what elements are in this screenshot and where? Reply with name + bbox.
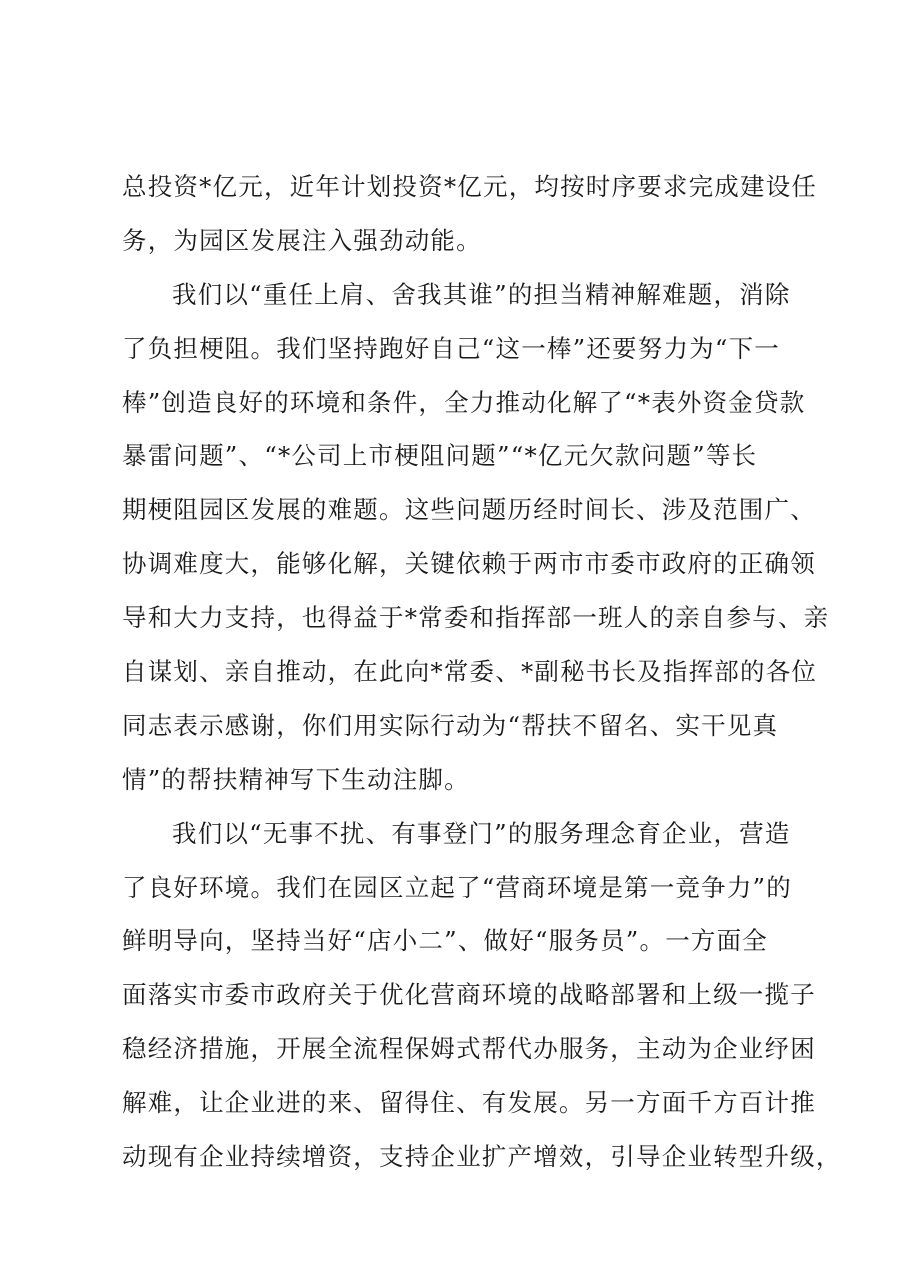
text-line: 棒”创造良好的环境和条件，全力推动化解了“*表外资金贷款 bbox=[122, 387, 806, 417]
text-line: 总投资*亿元，近年计划投资*亿元，均按时序要求完成建设任 bbox=[122, 172, 818, 201]
text-line: 动现有企业持续增资，支持企业扩产增效，引导企业转型升级， bbox=[122, 1142, 842, 1172]
text-line: 了良好环境。我们在园区立起了“营商环境是第一竞争力”的 bbox=[122, 872, 792, 902]
text-line: 稳经济措施，开展全流程保姆式帮代办服务，主动为企业纾困 bbox=[122, 1034, 816, 1064]
text-line: 务，为园区发展注入强劲动能。 bbox=[122, 225, 482, 255]
text-line: 协调难度大，能够化解，关键依赖于两市市委市政府的正确领 bbox=[122, 549, 816, 579]
text-line: 情”的帮扶精神写下生动注脚。 bbox=[122, 764, 470, 794]
document-body bbox=[122, 160, 842, 1184]
text-line: 导和大力支持，也得益于*常委和指挥部一班人的亲自参与、亲 bbox=[122, 603, 830, 633]
text-line: 解难，让企业进的来、留得住、有发展。另一方面千方百计推 bbox=[122, 1088, 816, 1118]
text-line: 鲜明导向，坚持当好“店小二”、做好“服务员”。一方面全 bbox=[122, 926, 768, 956]
text-line: 同志表示感谢，你们用实际行动为“帮扶不留名、实干见真 bbox=[122, 710, 779, 740]
text-line: 了负担梗阻。我们坚持跑好自己“这一棒”还要努力为“下一 bbox=[122, 333, 780, 363]
text-line: 自谋划、亲自推动，在此向*常委、*副秘书长及指挥部的各位 bbox=[122, 657, 818, 687]
text-line: 期梗阻园区发展的难题。这些问题历经时间长、涉及范围广、 bbox=[122, 495, 816, 525]
text-line: 暴雷问题”、“*公司上市梗阻问题”“*亿元欠款问题”等长 bbox=[122, 441, 758, 471]
paragraph-first-line: 我们以“无事不扰、有事登门”的服务理念育企业，营造 bbox=[172, 818, 791, 848]
paragraph-first-line: 我们以“重任上肩、舍我其谁”的担当精神解难题，消除 bbox=[172, 279, 791, 309]
text-line: 面落实市委市政府关于优化营商环境的战略部署和上级一揽子 bbox=[122, 980, 816, 1010]
